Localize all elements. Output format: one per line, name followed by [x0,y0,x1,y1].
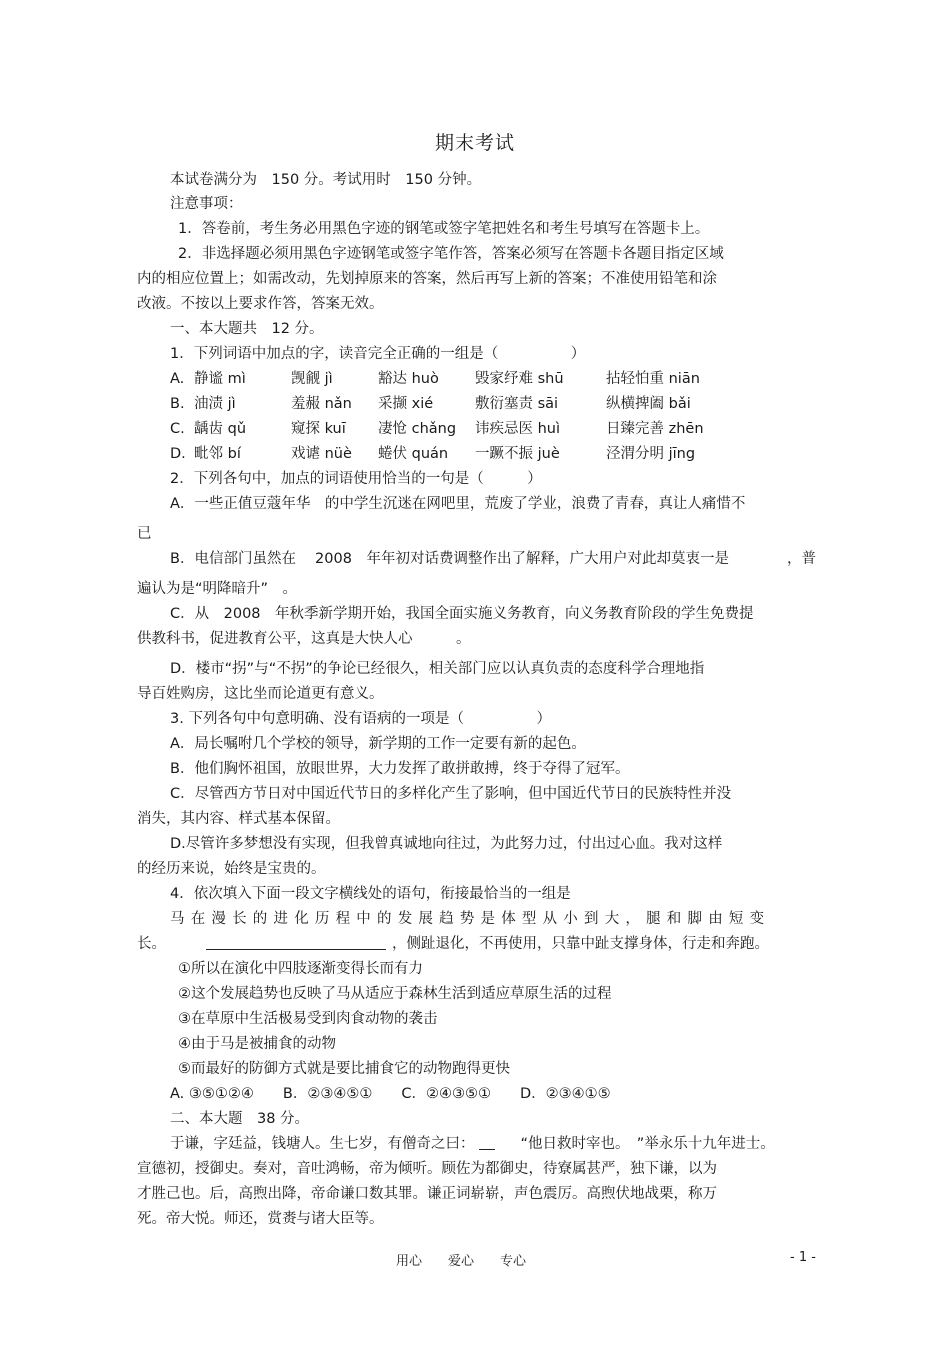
question-4-item-1: ①所以在演化中四肢逐渐变得长而有力 [178,961,423,977]
question-2-option-c-cont: 供教科书，促进教育公平，这真是大快人心 。 [137,631,471,647]
intro-score-line: 本试卷满分为 150 分。考试用时 150 分钟。 [170,172,482,188]
option-term: 戏谑 nüè [291,446,352,462]
note-1: 1．答卷前，考生务必用黑色字迹的钢笔或签字笔把姓名和考生号填写在答题卡上。 [178,221,710,237]
question-3-option-c-cont: 消失，其内容、样式基本保留。 [137,811,340,827]
page-number: - 1 - [790,1250,816,1265]
option-term: 龋齿 qǔ [194,421,247,437]
passage-text: 长。 [137,936,166,952]
option-term: 觊觎 jì [291,371,333,387]
question-3-option-a: A．局长嘱咐几个学校的领导，新学期的工作一定要有新的起色。 [170,736,586,752]
option-label: D. [170,446,186,462]
question-3-option-b: B．他们胸怀祖国，放眼世界，大力发挥了敢拼敢搏，终于夺得了冠军。 [170,761,630,777]
question-3-stem: 3. 下列各句中句意明确、没有语病的一项是（ ） [170,711,551,727]
question-4-choices: A. ③⑤①②④ B．②③④⑤① C．②④③⑤① D．②③④①⑤ [170,1086,611,1102]
question-2-stem: 2．下列各句中，加点的词语使用恰当的一句是（ ） [170,471,542,487]
option-term: 窥探 kuī [291,421,346,437]
question-2-option-b: B．电信部门虽然在 2008 年年初对话费调整作出了解释，广大用户对此却莫衷一是 ，普 [170,551,816,567]
option-term: 凄怆 chǎng [378,421,457,437]
footer-motto: 用心 爱心 专心 [396,1254,527,1269]
option-label: B. [170,396,185,412]
fill-blank [206,935,386,950]
passage-line-4: 死。帝大悦。师还，赏赉与诸大臣等。 [137,1211,384,1227]
fill-blank [479,1135,495,1150]
question-3-option-c: C．尽管西方节日对中国近代节日的多样化产生了影响，但中国近代节日的民族特性并没 [170,786,732,802]
option-term: 讳疾忌医 huì [475,421,561,437]
note-2-line2: 内的相应位置上；如需改动，先划掉原来的答案，然后再写上新的答案；不准使用铅笔和涂 [137,271,717,287]
option-term: 油渍 jì [194,396,236,412]
question-4-stem: 4．依次填入下面一段文字横线处的语句，衔接最恰当的一组是 [170,886,571,902]
passage-text: ，侧趾退化，不再使用，只靠中趾支撑身体，行走和奔跑。 [392,936,769,952]
question-2-option-d-cont: 导百姓购房，这比坐而论道更有意义。 [137,686,384,702]
question-1-stem: 1．下列词语中加点的字，读音完全正确的一组是（ ） [170,346,586,362]
option-term: 敷衍塞责 sāi [475,396,559,412]
passage-text: 于谦，字廷益，钱塘人。生七岁，有僧奇之曰： [170,1136,475,1152]
note-2-line1: 2．非选择题必须用黑色字迹钢笔或签字笔作答，答案必须写在答题卡各题目指定区域 [178,246,724,262]
question-4-item-4: ④由于马是被捕食的动物 [178,1036,336,1052]
option-term: 蜷伏 quán [378,446,449,462]
question-4-item-2: ②这个发展趋势也反映了马从适应于森林生活到适应草原生活的过程 [178,986,612,1002]
note-2-line3: 改液。不按以上要求作答，答案无效。 [137,296,384,312]
option-term: 羞赧 nǎn [291,396,352,412]
option-term: 采撷 xié [378,396,434,412]
question-2-option-c: C．从 2008 年秋季新学期开始，我国全面实施义务教育，向义务教育阶段的学生免费提 [170,606,754,622]
question-2-option-a: A．一些正值豆蔻年华 的中学生沉迷在网吧里，荒废了学业，浪费了青春，真让人痛惜不 [170,496,746,512]
option-label: A. [170,371,185,387]
question-4-item-3: ③在草原中生活极易受到肉食动物的袭击 [178,1011,438,1027]
option-term: 泾渭分明 jīng [606,446,696,462]
question-4-passage-line2 [137,934,769,954]
question-4-item-5: ⑤而最好的防御方式就是要比捕食它的动物跑得更快 [178,1061,510,1077]
option-term: 毁家纾难 shū [475,371,564,387]
option-term: 豁达 huò [378,371,439,387]
option-label: C. [170,421,185,437]
option-term: 静谧 mì [194,371,246,387]
option-term: 纵横捭阖 bǎi [606,396,691,412]
option-term: 拈轻怕重 niān [606,371,700,387]
passage-line-2: 宣德初，授御史。奏对，音吐鸿畅，帝为倾听。顾佐为都御史，待寮属甚严，独下谦，以为 [137,1161,717,1177]
question-2-option-d: D．楼市“拐”与“不拐”的争论已经很久，相关部门应以认真负责的态度科学合理地指 [170,661,705,677]
question-4-passage-line1: 马在漫长的进化历程中的发展趋势是体型从小到大，腿和脚由短变 [170,911,771,927]
question-3-option-d-cont: 的经历来说，始终是宝贵的。 [137,861,326,877]
passage-line-3: 才胜己也。后，高煦出降，帝命谦口数其罪。谦正词崭崭，声色震厉。高煦伏地战栗，称万 [137,1186,717,1202]
intro-notes-heading: 注意事项： [170,196,243,212]
option-term: 一蹶不振 juè [475,446,560,462]
question-2-option-a-cont: 已 [137,526,152,542]
passage-text: “他日救时宰也。 ”举永乐十九年进士。 [520,1136,775,1152]
question-3-option-d: D.尽管许多梦想没有实现，但我曾真诚地向往过，为此努力过，付出过心血。我对这样 [170,836,723,852]
option-term: 毗邻 bí [194,446,241,462]
page-title: 期末考试 [434,132,515,154]
section-1-heading: 一、本大题共 12 分。 [170,321,324,337]
section-2-heading: 二、本大题 38 分。 [170,1111,310,1127]
question-2-option-b-cont: 遍认为是“明降暗升” 。 [137,581,298,597]
option-term: 日臻完善 zhēn [606,421,704,437]
passage-line-1 [170,1134,775,1154]
